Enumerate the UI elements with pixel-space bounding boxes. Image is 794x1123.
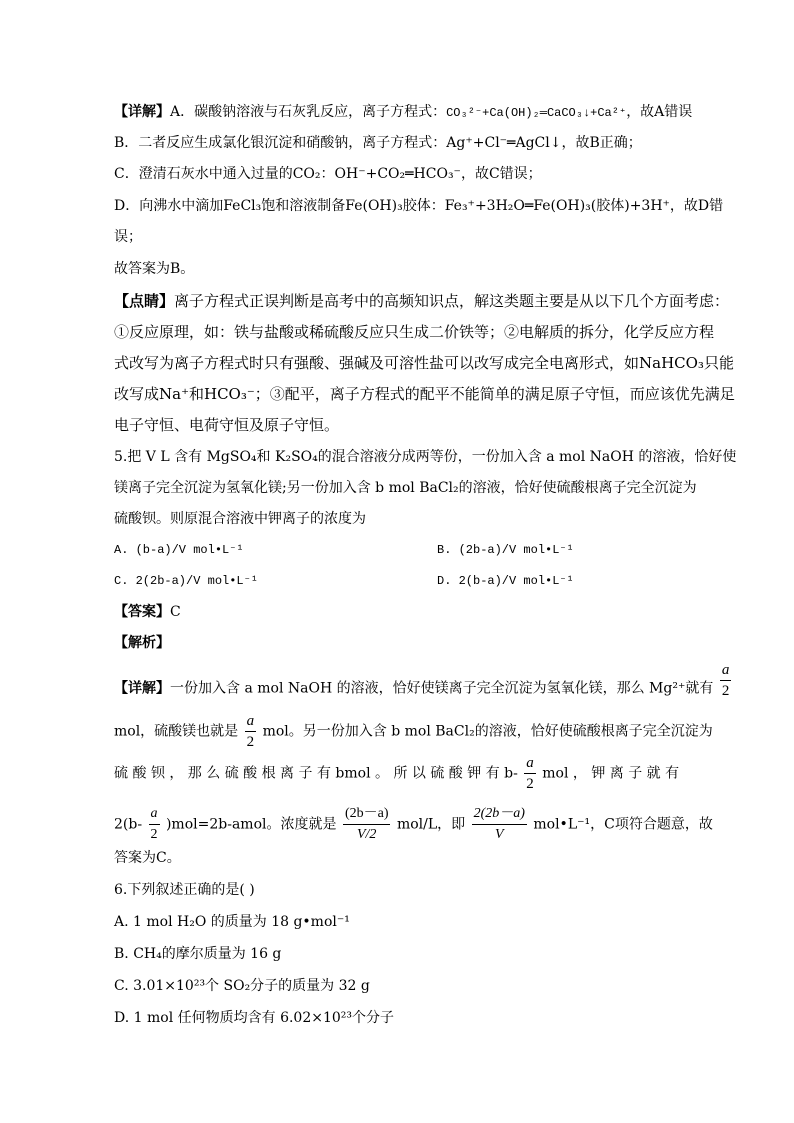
q5-stem-1: 5.把 V L 含有 MgSO₄和 K₂SO₄的混合溶液分成两等份，一份加入含 a mol NaOH 的溶液，恰好使 (114, 449, 737, 465)
q5-detail-line-2: mol，硫酸镁也就是 $\frac{a}{2}$ mol。另一份加入含 b mol BaCl₂的溶液，恰好使硫酸根离子完全沉淀为 (114, 713, 713, 750)
q5-stem-2: 镁离子完全沉淀为氢氧化镁;另一份加入含 b mol BaCl₂的溶液，恰好使硫酸根离子完全沉淀为 (114, 480, 697, 496)
detail-line-a: 【详解】A．碳酸钠溶液与石灰乳反应，离子方程式：CO₃²⁻+Ca(OH)₂═CaCO₃↓+Ca²⁺，故A错误 (114, 104, 693, 120)
q5-stem-3: 硫酸钡。则原混合溶液中钾离子的浓度为 (114, 511, 366, 527)
key-point-line-5: 电子守恒、电荷守恒及原子守恒。 (114, 416, 340, 434)
q5-detail-line-4: 2(b- $\frac{a}{2}$ )mol=2b-amol。浓度就是 $\frac{(2b-a)}{V/2}$ mol/L，即 $\frac{2(2b-a)}{V}$ mol•L⁻¹，C项符合题意，故 (114, 804, 713, 845)
fraction-a-over-2: $\frac{a}{2}$ (526, 755, 534, 792)
q5-detail-line-3: 硫 酸 钡 ， 那 么 硫 酸 根 离 子 有 bmol 。 所 以 硫 酸 钾 有 b- $\frac{a}{2}$ mol ， 钾 离 子 就 有 (114, 755, 680, 792)
detail-label: 【详解】 (114, 104, 170, 120)
q6-option-b: B. CH₄的摩尔质量为 16 g (114, 946, 282, 962)
key-point-label: 【点睛】 (114, 292, 175, 310)
key-point-line-3: 式改写为离子方程式时只有强酸、强碱及可溶性盐可以改写成完全电离形式，如NaHCO₃只能 (114, 354, 734, 372)
q5-analysis-label: 【解析】 (114, 635, 170, 651)
fraction-a-over-2: $\frac{a}{2}$ (721, 662, 730, 699)
fraction-a-over-2: $\frac{a}{2}$ (150, 806, 158, 842)
q5-detail-line-1: 【详解】一份加入含 a mol NaOH 的溶液，恰好使镁离子完全沉淀为氢氧化镁，那么 Mg²⁺就有 $\frac{a}{2}$ (114, 662, 730, 699)
q5-detail-line-5: 答案为C。 (114, 850, 181, 866)
detail-line-d-cont: 误； (114, 229, 142, 245)
fraction-concentration: $\frac{(2b-a)}{V/2}$ (344, 806, 389, 842)
fraction-a-over-2: $\frac{a}{2}$ (246, 713, 255, 750)
fraction-result: $\frac{2(2b-a)}{V}$ (473, 806, 525, 842)
key-point-line-4: 改写成Na⁺和HCO₃⁻；③配平，离子方程式的配平不能简单的满足原子守恒，而应该优先满足 (114, 385, 735, 403)
q5-option-d: D. 2(b-a)/V mol•L⁻¹ (437, 574, 574, 588)
key-point-line-2: ①反应原理，如：铁与盐酸或稀硫酸反应只生成二价铁等；②电解质的拆分，化学反应方程 (114, 323, 715, 341)
q5-option-a: A. (b-a)/V mol•L⁻¹ (114, 543, 244, 557)
detail-line-b: B．二者反应生成氯化银沉淀和硝酸钠，离子方程式：Ag⁺+Cl⁻═AgCl↓，故B正确； (114, 135, 642, 151)
q6-option-c: C. 3.01×10²³个 SO₂分子的质量为 32 g (114, 978, 370, 994)
q6-stem: 6.下列叙述正确的是( ) (114, 882, 255, 898)
detail-line-c: C．澄清石灰水中通入过量的CO₂：OH⁻+CO₂═HCO₃⁻，故C错误； (114, 166, 542, 182)
q5-option-b: B. (2b-a)/V mol•L⁻¹ (437, 543, 574, 557)
key-point-line-1: 【点睛】离子方程式正误判断是高考中的高频知识点，解这类题主要是从以下几个方面考虑： (114, 292, 730, 310)
answer-summary: 故答案为B。 (114, 261, 195, 277)
q6-option-d: D. 1 mol 任何物质均含有 6.02×10²³个分子 (114, 1010, 395, 1026)
detail-line-d: D．向沸水中滴加FeCl₃饱和溶液制备Fe(OH)₃胶体：Fe₃⁺+3H₂O═Fe(OH)₃(胶体)+3H⁺，故D错 (114, 198, 724, 214)
q6-option-a: A. 1 mol H₂O 的质量为 18 g•mol⁻¹ (114, 914, 350, 930)
q5-option-c: C. 2(2b-a)/V mol•L⁻¹ (114, 574, 259, 588)
q5-answer: 【答案】C (114, 604, 181, 620)
